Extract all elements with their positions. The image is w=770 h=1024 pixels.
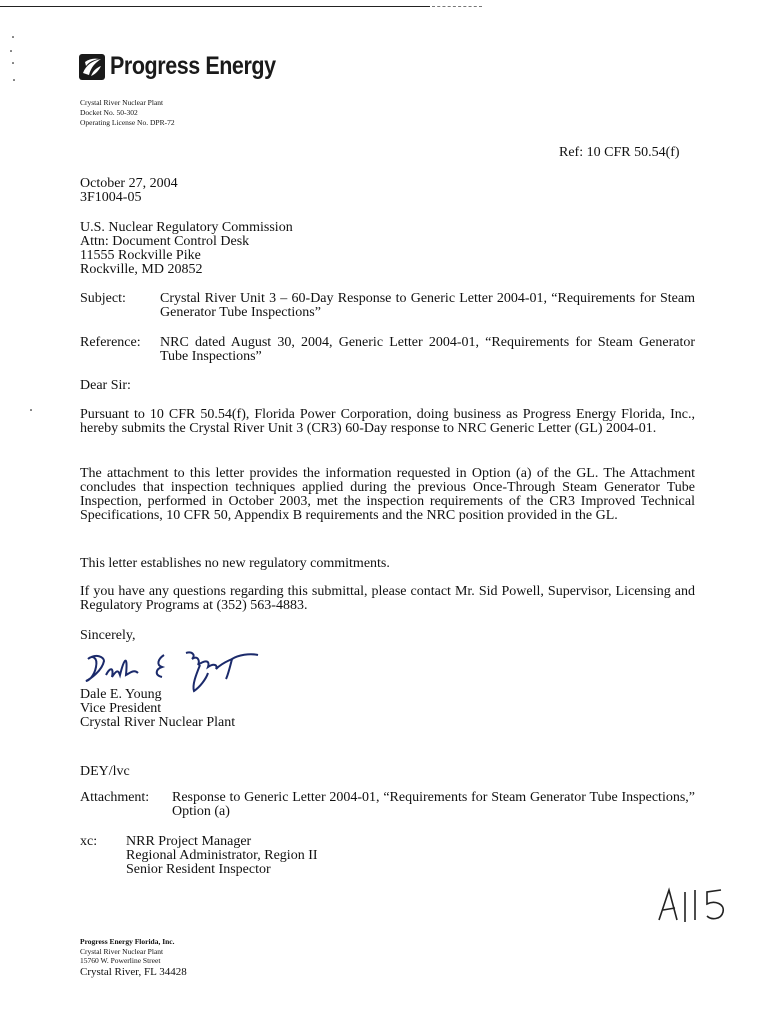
attachment-line bbox=[80, 791, 695, 819]
body-paragraph: The attachment to this letter provides the information requested in Option (a) of the GL. The Attachment concludes that inspection techniques applied during the previous Once-Through Steam Generator Tube Inspection, performed in October 2003, met the inspection requirements of the CR3 Improved Technical Specifications, 10 CFR 50, Appendix B requirements and the NRC position provided in the GL. bbox=[80, 466, 695, 523]
plant-name: Crystal River Nuclear Plant bbox=[80, 98, 164, 107]
reference-label: Reference: bbox=[80, 335, 141, 350]
date-block bbox=[80, 177, 695, 205]
margin-speck bbox=[13, 79, 15, 81]
subject-text: Crystal River Unit 3 – 60-Day Response to Generic Letter 2004-01, “Requirements for Steam Generator Tube Inspections” bbox=[160, 291, 695, 320]
footer-address bbox=[80, 937, 187, 979]
addressee-line: Attn: Document Control Desk bbox=[80, 234, 250, 249]
margin-speck bbox=[10, 50, 12, 52]
reference-text: NRC dated August 30, 2004, Generic Letter 2004-01, “Requirements for Steam Generator Tube Inspections” bbox=[160, 335, 695, 364]
addressee-line: U.S. Nuclear Regulatory Commission bbox=[80, 220, 293, 235]
company-name: Progress Energy bbox=[110, 52, 276, 80]
xc-list bbox=[126, 835, 695, 877]
xc-recipient: Senior Resident Inspector bbox=[126, 862, 271, 877]
body-paragraph: If you have any questions regarding this submittal, please contact Mr. Sid Powell, Supervisor, Licensing and Regulatory Programs at (352) 563-4883. bbox=[80, 584, 695, 613]
salutation: Dear Sir: bbox=[80, 378, 131, 393]
progress-energy-logo-icon bbox=[78, 53, 106, 81]
signer-name: Dale E. Young bbox=[80, 687, 162, 702]
footer-company: Progress Energy Florida, Inc. bbox=[80, 937, 175, 946]
letter-date: October 27, 2004 bbox=[80, 176, 178, 191]
footer-plant: Crystal River Nuclear Plant bbox=[80, 946, 164, 956]
footer-street: 15760 W. Powerline Street bbox=[80, 956, 161, 965]
top-rule-dashed bbox=[432, 6, 482, 7]
regulation-reference: Ref: 10 CFR 50.54(f) bbox=[559, 145, 680, 160]
addressee-line: 11555 Rockville Pike bbox=[80, 248, 201, 263]
addressee-block bbox=[80, 221, 695, 277]
signer-title: Vice President bbox=[80, 701, 162, 716]
company-logo bbox=[78, 52, 303, 81]
attachment-text: Response to Generic Letter 2004-01, “Requirements for Steam Generator Tube Inspections,” Option (a) bbox=[172, 790, 695, 819]
subject-label: Subject: bbox=[80, 291, 126, 306]
handwritten-mark bbox=[655, 880, 735, 930]
margin-speck bbox=[12, 36, 14, 38]
xc-recipient: Regional Administrator, Region II bbox=[126, 848, 318, 863]
top-rule bbox=[0, 6, 430, 7]
addressee-line: Rockville, MD 20852 bbox=[80, 262, 203, 277]
footer-city: Crystal River, FL 34428 bbox=[80, 965, 187, 978]
signer-block bbox=[80, 688, 235, 730]
xc-block bbox=[80, 835, 695, 877]
license-number: Operating License No. DPR-72 bbox=[80, 118, 175, 127]
reference-line bbox=[80, 336, 695, 364]
docket-number: Docket No. 50-302 bbox=[80, 108, 138, 117]
xc-label: xc: bbox=[80, 834, 98, 849]
attachment-label: Attachment: bbox=[80, 790, 150, 805]
margin-speck bbox=[12, 62, 14, 64]
typist-initials: DEY/lvc bbox=[80, 764, 130, 779]
signer-org: Crystal River Nuclear Plant bbox=[80, 715, 236, 730]
subject-line bbox=[80, 292, 695, 320]
margin-speck bbox=[30, 409, 32, 411]
document-number: 3F1004-05 bbox=[80, 190, 142, 205]
body-paragraph: Pursuant to 10 CFR 50.54(f), Florida Power Corporation, doing business as Progress Energy Florida, Inc., hereby submits the Crystal River Unit 3 (CR3) 60-Day response to NRC Generic Letter (GL) 2004-01. bbox=[80, 407, 695, 436]
closing: Sincerely, bbox=[80, 628, 136, 643]
body-paragraph: This letter establishes no new regulatory commitments. bbox=[80, 556, 390, 571]
plant-info bbox=[80, 98, 175, 128]
xc-recipient: NRR Project Manager bbox=[126, 834, 252, 849]
